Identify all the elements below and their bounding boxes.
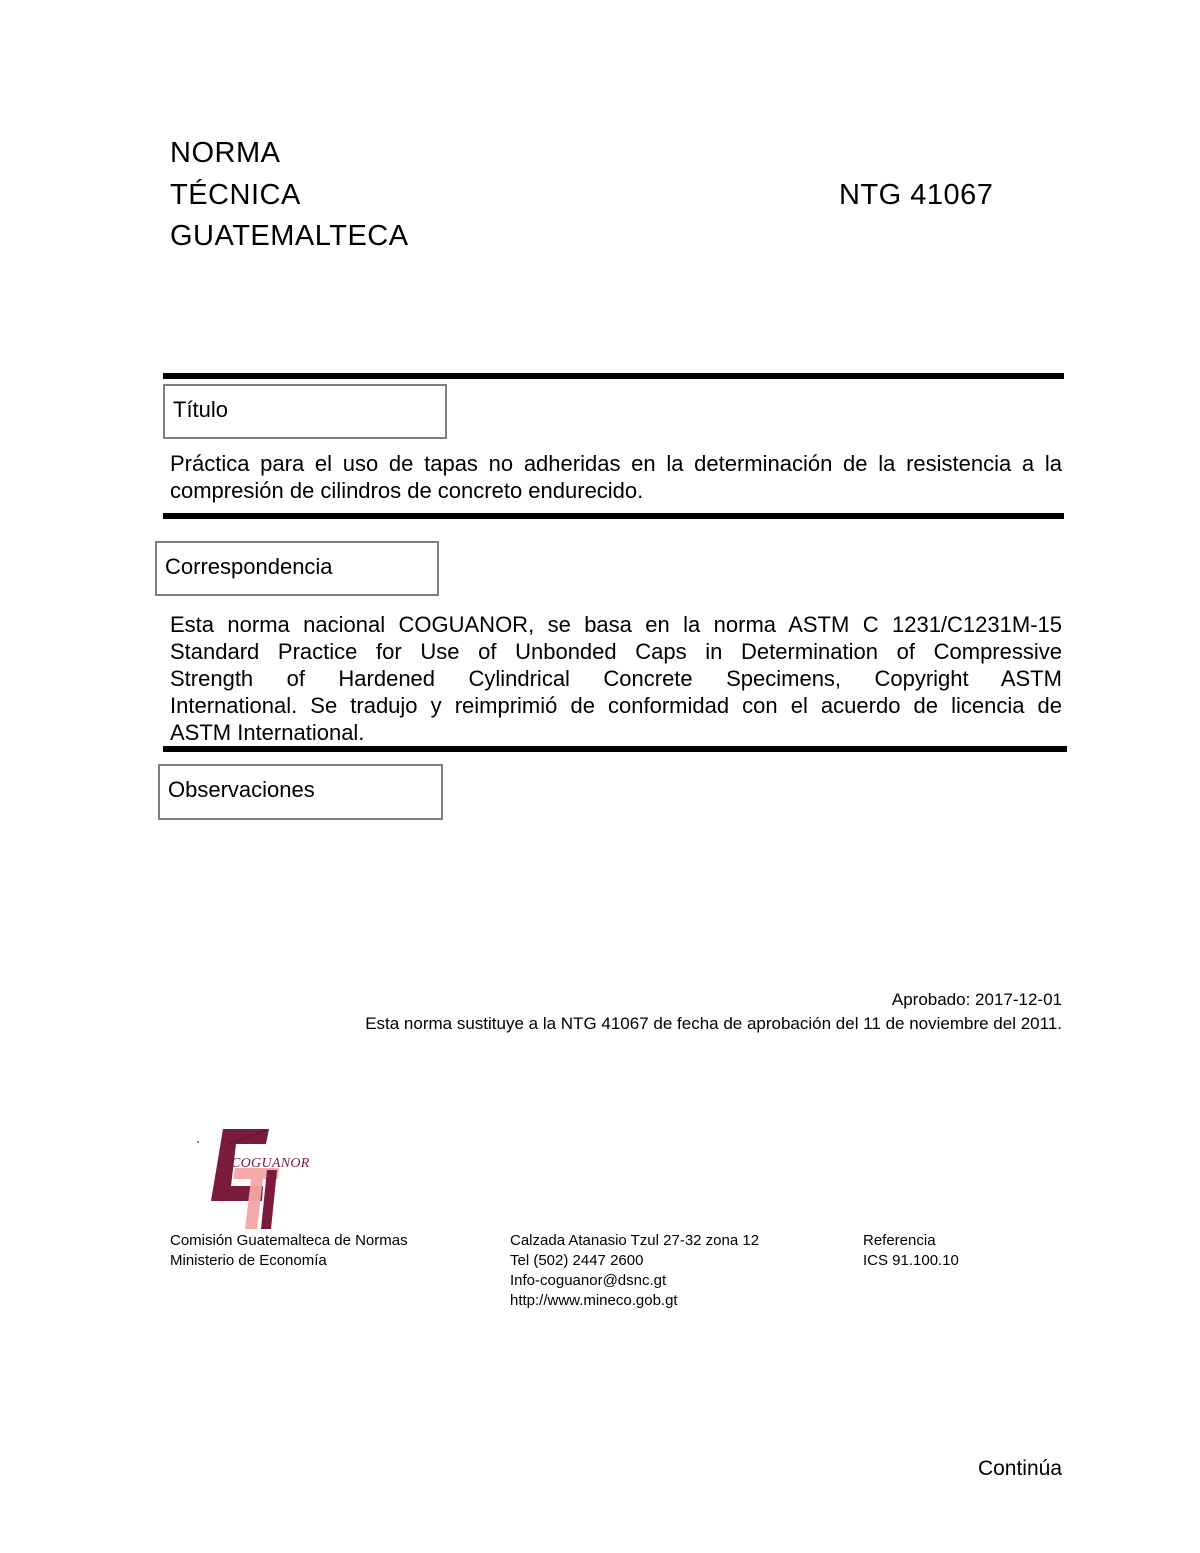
section-divider — [163, 373, 1064, 379]
titulo-text-line-1: Práctica para el uso de tapas no adheridas en la determinación de la resistencia a la — [170, 451, 1062, 476]
observaciones-label: Observaciones — [168, 777, 315, 802]
section-divider — [163, 746, 1067, 752]
titulo-label: Título — [173, 397, 229, 422]
coguanor-logo-mark — [195, 1128, 325, 1230]
replacement-note: Esta norma sustituye a la NTG 41067 de fecha de aprobación del 11 de noviembre del 2011. — [365, 1014, 1062, 1033]
observaciones-label-box — [158, 764, 443, 820]
footer-org-line-2: Ministerio de Economía — [170, 1252, 327, 1269]
coguanor-logo — [195, 1128, 325, 1230]
continues-label: Continúa — [977, 1457, 1062, 1480]
correspondencia-text-line-1: Esta norma nacional COGUANOR, se basa en la norma ASTM C 1231/C1231M-15 — [170, 612, 1062, 637]
footer-email: Info-coguanor@dsnc.gt — [510, 1272, 667, 1289]
approval-date: Aprobado: 2017-12-01 — [891, 990, 1062, 1009]
correspondencia-label-box — [155, 541, 439, 596]
correspondencia-text-line-3: Strength of Hardened Cylindrical Concrete Specimens, Copyright ASTM — [170, 666, 1062, 691]
section-divider — [163, 513, 1064, 519]
footer-reference — [863, 1231, 1063, 1271]
norm-code: NTG 41067 — [839, 179, 994, 211]
titulo-label-box — [163, 384, 447, 439]
footer-contact — [510, 1231, 840, 1311]
footer-organization — [170, 1231, 490, 1271]
correspondencia-label: Correspondencia — [165, 554, 333, 579]
footer-address: Calzada Atanasio Tzul 27-32 zona 12 — [510, 1232, 760, 1249]
header-title-line-2: TÉCNICA — [170, 179, 301, 211]
footer-website: http://www.mineco.gob.gt — [510, 1292, 678, 1309]
correspondencia-text-line-5: ASTM International. — [170, 720, 365, 745]
footer-phone: Tel (502) 2447 2600 — [510, 1252, 644, 1269]
footer-org-line-1: Comisión Guatemalteca de Normas — [170, 1232, 408, 1249]
footer-ics-code: ICS 91.100.10 — [863, 1252, 959, 1269]
correspondencia-text-line-4: International. Se tradujo y reimprimió de conformidad con el acuerdo de licencia de — [170, 693, 1062, 718]
correspondencia-text-line-2: Standard Practice for Use of Unbonded Caps in Determination of Compressive — [170, 639, 1062, 664]
header-title-line-3: GUATEMALTECA — [170, 220, 409, 252]
coguanor-logo-text: COGUANOR — [231, 1156, 310, 1171]
header-title-line-1: NORMA — [170, 137, 281, 169]
footer-reference-label: Referencia — [863, 1232, 936, 1249]
titulo-text-line-2: compresión de cilindros de concreto endurecido. — [170, 478, 644, 503]
